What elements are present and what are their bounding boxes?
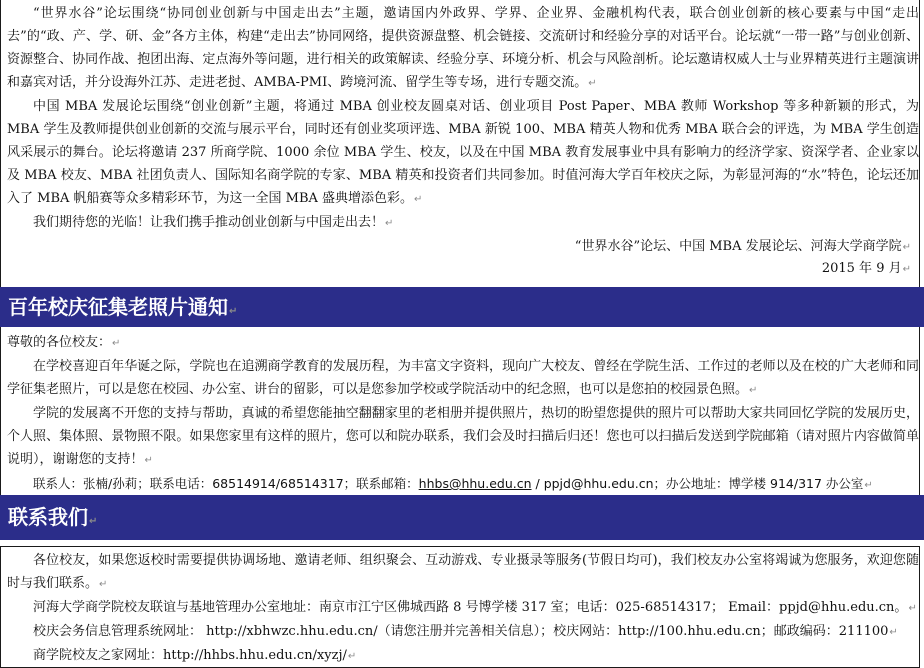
photo-email-link[interactable]: hhbs@hhu.edu.cn <box>418 476 532 491</box>
greeting: 尊敬的各位校友：↵ <box>7 335 121 350</box>
photo-notice-paragraph-1: 在学校喜迎百年华诞之际，学院也在追溯商学教育的发展历程，为丰富文字资料，现向广大校友、曾经在学院生活、工作过的老师以及在校的广大老师和同学征集老照片，可以是您在校园、办公室、讲台的留影，可以是您参加学校或学院活动中的纪念照，也可以是您拍的校园景色照。↵ <box>7 359 919 397</box>
intro-paragraph-3: 我们期待您的光临！让我们携手推动创业创新与中国走出去！↵ <box>33 215 394 230</box>
photo-notice-section <box>0 327 920 499</box>
intro-paragraph-1: “世界水谷”论坛围绕“协同创业创新与中国走出去”主题，邀请国内外政界、学界、企业界、金融机构代表，联合创业创新的核心要素与中国“走出去”的“政、产、学、研、金”各方主体，构建“走出去”协同网络，提供资源盘整、机会链接、交流研讨和经验分享的对话平台。论坛就“一带一路”与创业创新、资源整合、协同作战、抱团出海、定点海外等问题，进行相关的政策解读、经验分享、环境分析、机会与风险剖析。论坛邀请权威人士与业界精英进行主题演讲和嘉宾对话，并分设海外江苏、走进老挝、AMBA-PMI、跨境河流、留学生等专场，进行专题交流。↵ <box>7 6 919 90</box>
signature-date: 2015 年 9 月↵ <box>821 261 911 276</box>
photo-notice-heading: 百年校庆征集老照片通知 <box>8 295 228 319</box>
photo-notice-heading-band: 百年校庆征集老照片通知↵ <box>0 287 924 327</box>
intro-section <box>0 0 920 289</box>
signature: “世界水谷”论坛、中国 MBA 发展论坛、河海大学商学院↵ <box>574 239 911 254</box>
photo-contact-line: 联系人：张楠/孙莉；联系电话：68514914/68514317；联系邮箱：hhbs@hhu.edu.cn / ppjd@hhu.edu.cn；办公地址：博学楼 914/317 办公室↵ <box>33 476 873 491</box>
contact-paragraph: 各位校友，如果您返校时需要提供协调场地、邀请老师、组织聚会、互动游戏、专业摄录等服务(节假日均可)，我们校友办公室将竭诚为您服务，欢迎您随时与我们联系。↵ <box>7 553 919 591</box>
system-url-line: 校庆会务信息管理系统网址： http://xbhwzc.hhu.edu.cn/（请您注册并完善相关信息）；校庆网站：http://100.hhu.edu.cn；邮政编码：211100↵ <box>33 624 898 639</box>
contact-heading-band: 联系我们↵ <box>0 495 924 540</box>
contact-heading: 联系我们 <box>8 505 88 529</box>
contact-section <box>0 546 920 668</box>
office-address-line: 河海大学商学院校友联谊与基地管理办公室地址：南京市江宁区佛城西路 8 号博学楼 317 室；电话：025-68514317； Email：ppjd@hhu.edu.cn。↵ <box>33 600 917 615</box>
intro-paragraph-2: 中国 MBA 发展论坛围绕“创业创新”主题，将通过 MBA 创业校友圆桌对话、创业项目 Post Paper、MBA 教师 Workshop 等多种新颖的形式，为 MBA 学生及教师提供创业创新的交流与展示平台，同时还有创业奖项评选、MBA 新锐 100、MBA 精英人物和优秀 MBA 联合会的评选，为 MBA 学生创造风采展示的舞台。论坛将邀请 237 所商学院、1000 余位 MBA 学生、校友，以及在中国 MBA 教育发展事业中具有影响力的经济学家、资深学者、企业家以及 MBA 校友、MBA 社团负责人、国际知名商学院的专家、MBA 精英和投资者们共同参加。时值河海大学百年校庆之际，为彰显河海的“水”特色，论坛还加入了 MBA 帆船赛等众多精彩环节，为这一全国 MBA 盛典增添色彩。↵ <box>7 99 919 206</box>
alumni-home-url-line: 商学院校友之家网址：http://hhbs.hhu.edu.cn/xyzj/↵ <box>33 648 357 663</box>
photo-notice-paragraph-2: 学院的发展离不开您的支持与帮助，真诚的希望您能抽空翻翻家里的老相册并提供照片，热切的盼望您提供的照片可以帮助大家共同回忆学院的发展历史，个人照、集体照、景物照不限。如果您家里有这样的照片，您可以和院办联系，我们会及时扫描后归还！您也可以扫描后发送到学院邮箱（请对照片内容做简单说明），谢谢您的支持！↵ <box>7 406 919 467</box>
